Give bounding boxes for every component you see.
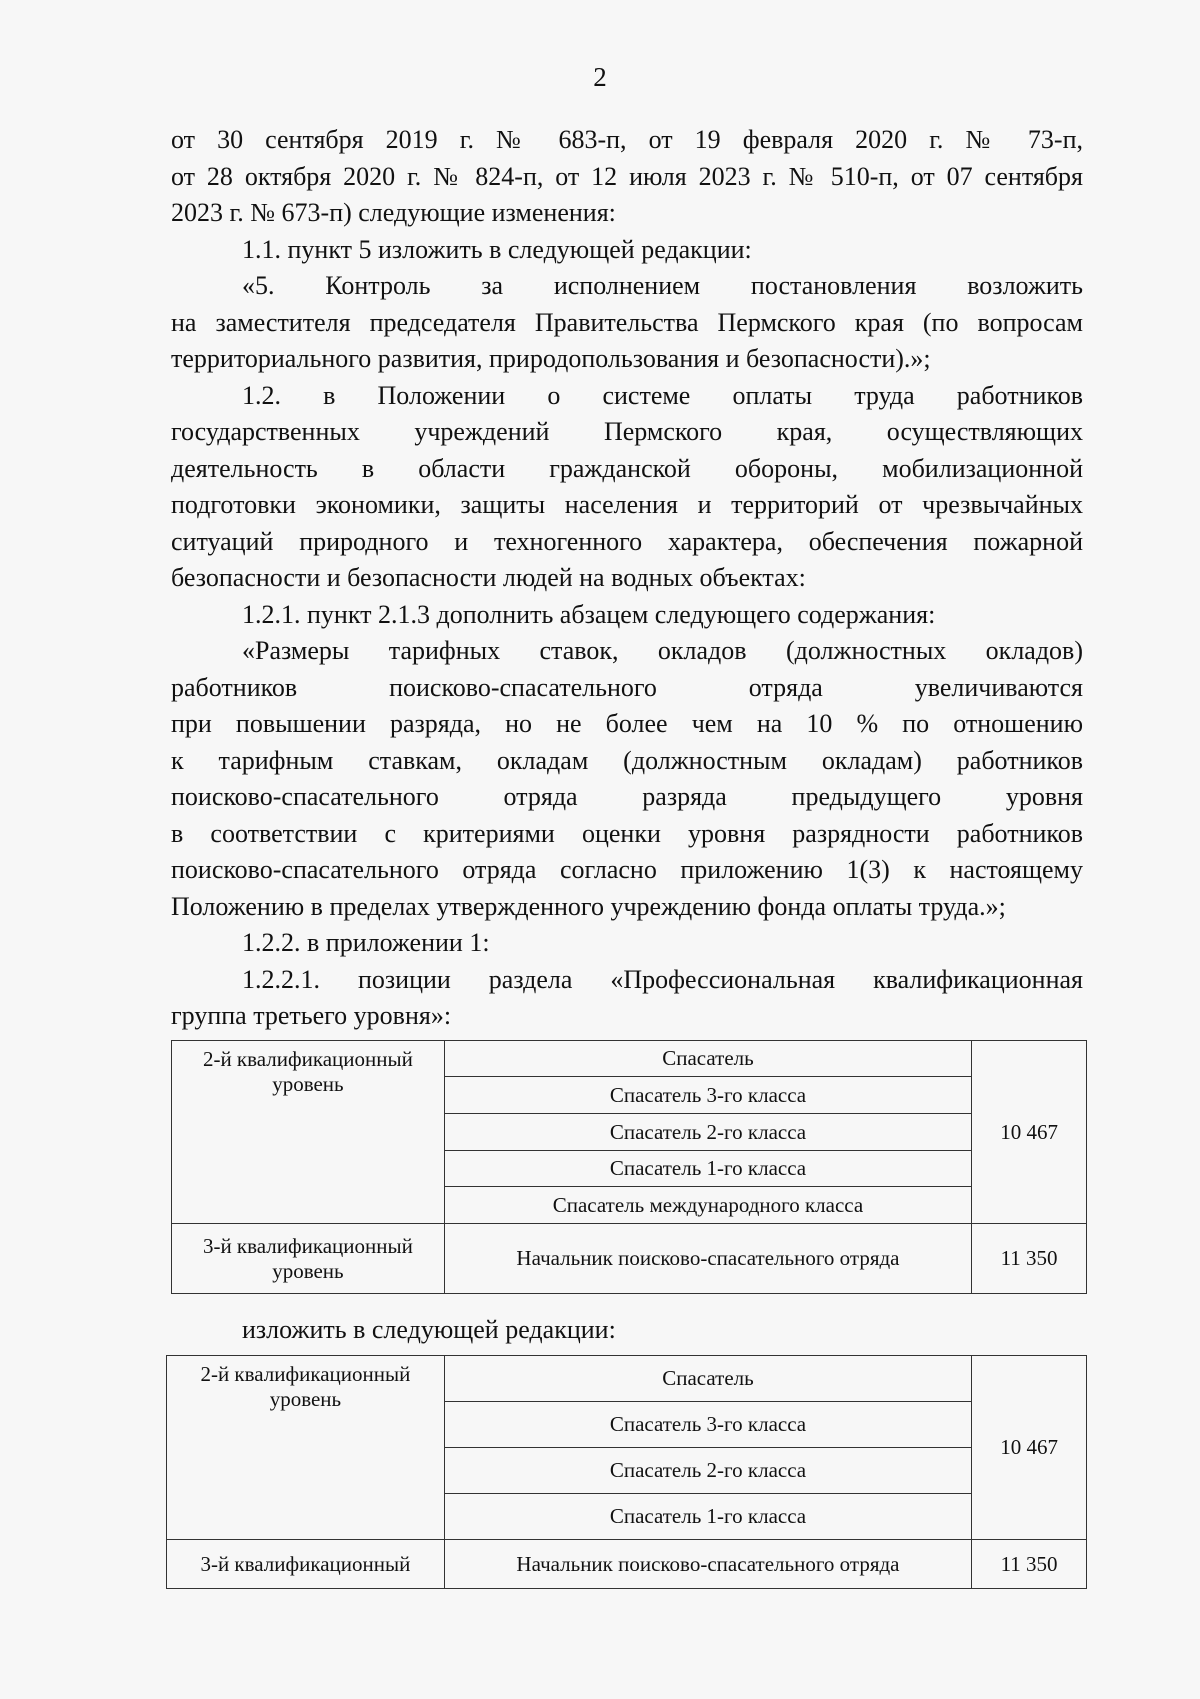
qualification-level-cell: 3-й квалификационный уровень: [172, 1224, 445, 1294]
text-line: группа третьего уровня»:: [171, 1001, 452, 1030]
position-cell: Спасатель 2-го класса: [444, 1114, 971, 1151]
text-line: подготовки экономики, защиты населения и территорий от чрезвычайных: [171, 490, 1083, 519]
position-cell: Спасатель 1-го класса: [444, 1494, 971, 1540]
text-line: территориального развития, природопользования и безопасности).»;: [171, 344, 931, 373]
salary-cell: 10 467: [972, 1356, 1087, 1540]
text-line: 2023 г. № 673-п) следующие изменения:: [171, 198, 616, 227]
position-cell: Спасатель 2-го класса: [444, 1448, 971, 1494]
replacement-caption: изложить в следующей редакции:: [242, 1315, 616, 1344]
text-line: от 30 сентября 2019 г. № 683-п, от 19 февраля 2020 г. № 73-п,: [171, 125, 1083, 154]
text-line: 1.1. пункт 5 изложить в следующей редакции:: [242, 234, 752, 264]
position-cell: Спасатель 1-го класса: [444, 1151, 971, 1187]
text-line: на заместителя председателя Правительства Пермского края (по вопросам: [171, 307, 1083, 337]
salary-cell: 11 350: [972, 1224, 1087, 1294]
position-cell: Спасатель 3-го класса: [444, 1077, 971, 1114]
table-old: [171, 1040, 1087, 1294]
position-cell: Спасатель: [444, 1356, 971, 1402]
text-line: в соответствии с критериями оценки уровня разрядности работников: [171, 818, 1083, 848]
text-line: работников поисково-спасательного отряда увеличиваются: [171, 672, 1083, 702]
text-line: Положению в пределах утвержденного учреждению фонда оплаты труда.»;: [171, 891, 1006, 921]
text-line: при повышении разряда, но не более чем на 10 % по отношению: [171, 709, 1083, 738]
text-line: поисково-спасательного отряда разряда предыдущего уровня: [171, 782, 1083, 811]
body-text: [171, 122, 1083, 1035]
qualification-level-cell: 2-й квалификационный уровень: [172, 1041, 445, 1224]
text-line: поисково-спасательного отряда согласно приложению 1(3) к настоящему: [171, 855, 1083, 884]
position-cell: Начальник поисково-спасательного отряда: [444, 1540, 971, 1589]
text-line: 1.2.1. пункт 2.1.3 дополнить абзацем следующего содержания:: [242, 599, 936, 629]
salary-cell: 10 467: [972, 1041, 1087, 1224]
position-cell: Спасатель: [444, 1041, 971, 1077]
text-line: 1.2.2. в приложении 1:: [242, 928, 490, 957]
qualification-level-cell: 3-й квалификационный: [167, 1540, 445, 1589]
position-cell: Спасатель 3-го класса: [444, 1402, 971, 1448]
text-line: 1.2. в Положении о системе оплаты труда работников: [242, 380, 1083, 410]
salary-cell: 11 350: [972, 1540, 1087, 1589]
position-cell: Спасатель международного класса: [444, 1187, 971, 1224]
table-new: [166, 1355, 1087, 1589]
text-line: государственных учреждений Пермского края, осуществляющих: [171, 417, 1083, 446]
text-line: к тарифным ставкам, окладам (должностным окладам) работников: [171, 745, 1083, 775]
text-line: безопасности и безопасности людей на водных объектах:: [171, 563, 806, 592]
text-line: деятельность в области гражданской обороны, мобилизационной: [171, 453, 1083, 483]
position-cell: Начальник поисково-спасательного отряда: [444, 1224, 971, 1294]
text-line: 1.2.2.1. позиции раздела «Профессиональная квалификационная: [242, 964, 1083, 994]
text-line: «Размеры тарифных ставок, окладов (должностных окладов): [242, 636, 1083, 665]
text-line: от 28 октября 2020 г. № 824-п, от 12 июля 2023 г. № 510-п, от 07 сентября: [171, 161, 1083, 191]
text-line: «5. Контроль за исполнением постановления возложить: [242, 271, 1083, 300]
text-line: ситуаций природного и техногенного характера, обеспечения пожарной: [171, 526, 1083, 556]
qualification-level-cell: 2-й квалификационный уровень: [167, 1356, 445, 1540]
page-number: 2: [593, 62, 607, 92]
